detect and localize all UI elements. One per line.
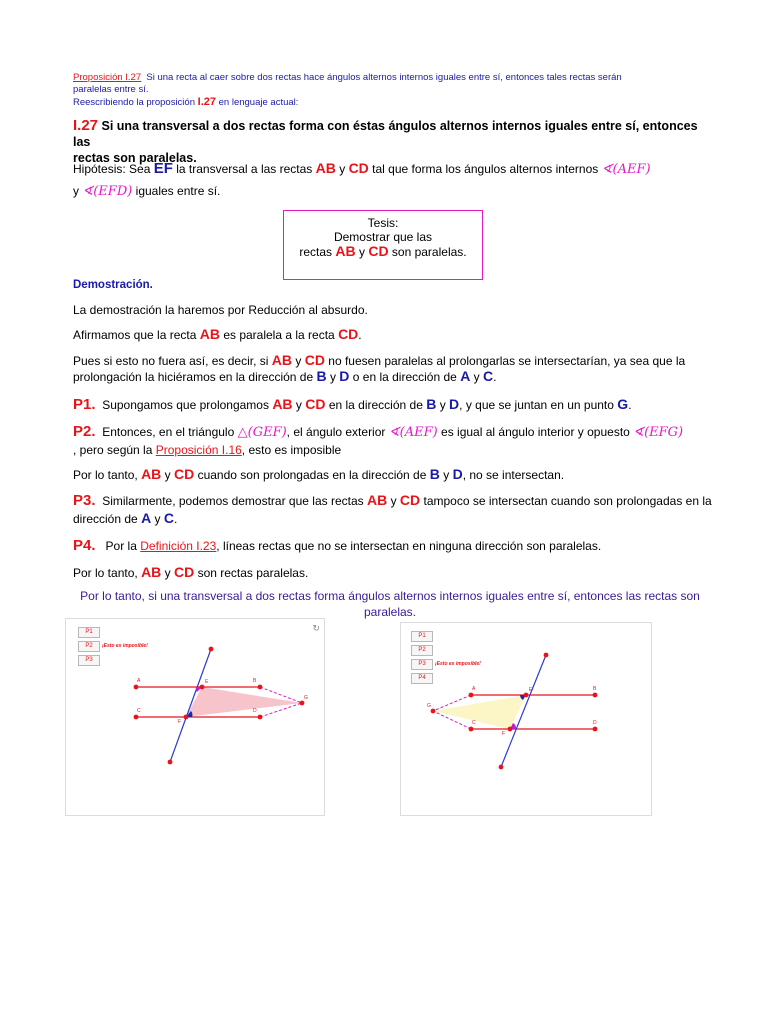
step-label: P3. bbox=[73, 492, 96, 509]
triangle-gef-fill bbox=[186, 687, 302, 717]
segment-ab: AB bbox=[315, 160, 336, 176]
conjunction: y bbox=[154, 512, 161, 526]
segment-cd: CD bbox=[173, 564, 195, 580]
point-top[interactable] bbox=[209, 647, 214, 652]
point-d[interactable] bbox=[593, 727, 598, 732]
step-p2 bbox=[73, 424, 723, 441]
text: dirección de bbox=[73, 512, 138, 526]
proposition-link[interactable]: Proposición I.27 bbox=[73, 72, 142, 83]
tesis-line-1: Demostrar que las bbox=[333, 230, 433, 244]
tesis-text: son paralelas. bbox=[391, 245, 467, 259]
segment-ab: AB bbox=[271, 352, 293, 368]
hypothesis-text: Hipótesis: Sea bbox=[73, 162, 151, 176]
text: es paralela a la recta bbox=[223, 328, 335, 342]
segment-ab: AB bbox=[141, 564, 162, 580]
point-bottom[interactable] bbox=[499, 765, 504, 770]
impossible-message: ¡Esto es imposible! bbox=[102, 643, 148, 649]
segment-ab: AB bbox=[366, 492, 388, 508]
figure-right-drawing bbox=[401, 623, 651, 815]
figure-right[interactable] bbox=[400, 622, 652, 816]
text: son rectas paralelas. bbox=[197, 566, 309, 580]
step-p4 bbox=[73, 538, 723, 554]
conjunction: y bbox=[73, 184, 79, 198]
proposition-text-2: paralelas entre sí. bbox=[73, 84, 149, 95]
p3-button[interactable]: P3 bbox=[411, 659, 433, 670]
statement-number: I.27 bbox=[73, 117, 99, 134]
definition-i23-link[interactable]: Definición I.23 bbox=[140, 539, 217, 553]
final-line-1: Por lo tanto, si una transversal a dos rectas forma ángulos alternos internos iguales entre sí, entonces las rectas son bbox=[80, 589, 700, 603]
segment-ab: AB bbox=[335, 243, 356, 259]
p2-button[interactable]: P2 bbox=[78, 641, 100, 652]
step-p3-cont bbox=[73, 510, 177, 527]
demo-heading: Demostración. bbox=[73, 279, 153, 291]
conjunction: y bbox=[164, 468, 171, 482]
hypothesis-text: la transversal a las rectas bbox=[176, 162, 313, 176]
point-d: D bbox=[339, 368, 350, 384]
segment-cd: CD bbox=[173, 466, 195, 482]
label-a: A bbox=[137, 678, 141, 684]
point-top[interactable] bbox=[544, 653, 549, 658]
conclusion-1 bbox=[73, 466, 723, 483]
segment-ab: AB bbox=[141, 466, 162, 482]
text: cuando son prolongadas en la dirección de bbox=[197, 468, 427, 482]
final-line-2: paralelas. bbox=[363, 605, 417, 619]
angle-aef: ∢(AEF) bbox=[388, 425, 438, 440]
triangle-gef: △(GEF) bbox=[237, 425, 287, 440]
point-bottom[interactable] bbox=[168, 760, 173, 765]
conclusion-2 bbox=[73, 564, 308, 581]
segment-ab: AB bbox=[199, 326, 220, 342]
step-label: P1. bbox=[73, 396, 96, 413]
label-f: F bbox=[502, 731, 506, 737]
p1-button[interactable]: P1 bbox=[411, 631, 433, 642]
hypothesis-text: iguales entre sí. bbox=[135, 184, 221, 198]
segment-ab: AB bbox=[272, 396, 293, 412]
final-conclusion bbox=[70, 588, 710, 620]
text: Supongamos que prolongamos bbox=[102, 398, 269, 412]
text: , pero según la bbox=[73, 443, 153, 457]
statement-line-1: Si una transversal a dos rectas forma con éstas ángulos alternos internos iguales entre sí, entonces las bbox=[73, 119, 698, 149]
p4-button[interactable]: P4 bbox=[411, 673, 433, 684]
text: o en la dirección de bbox=[352, 370, 457, 384]
step-label: P2. bbox=[73, 423, 96, 440]
conjunction: y bbox=[339, 162, 346, 176]
triangle-gef-fill bbox=[433, 695, 526, 729]
rewrite-number: I.27 bbox=[197, 96, 216, 108]
refresh-icon[interactable]: ↻ bbox=[312, 623, 320, 633]
p3-button[interactable]: P3 bbox=[78, 655, 100, 666]
text: . bbox=[628, 398, 632, 412]
conjunction: y bbox=[473, 370, 480, 384]
point-b: B bbox=[429, 466, 440, 482]
tesis-line-2 bbox=[284, 244, 482, 259]
tesis-box bbox=[283, 210, 483, 280]
point-f[interactable] bbox=[508, 727, 513, 732]
point-d[interactable] bbox=[258, 715, 263, 720]
point-c: C bbox=[163, 510, 174, 526]
hypothesis-line-2 bbox=[73, 183, 220, 200]
step-label: P4. bbox=[73, 537, 96, 554]
segment-cd: CD bbox=[305, 396, 326, 412]
intro-proposition bbox=[73, 72, 713, 84]
text: , líneas rectas que no se intersectan en ninguna dirección son paralelas. bbox=[216, 539, 602, 553]
point-a: A bbox=[460, 368, 471, 384]
segment-cd: CD bbox=[348, 160, 369, 176]
point-a: A bbox=[141, 510, 152, 526]
point-a[interactable] bbox=[469, 693, 474, 698]
proposition-i16-link[interactable]: Proposición I.16 bbox=[155, 443, 242, 457]
label-g: G bbox=[427, 703, 431, 709]
p1-button[interactable]: P1 bbox=[78, 627, 100, 638]
point-b: B bbox=[316, 368, 327, 384]
rewrite-line bbox=[73, 96, 298, 109]
segment-cd: CD bbox=[304, 352, 325, 368]
text: , esto es imposible bbox=[241, 443, 342, 457]
point-g[interactable] bbox=[431, 709, 436, 714]
tesis-title: Tesis: bbox=[367, 216, 399, 230]
text: . bbox=[174, 512, 178, 526]
segment-cd: CD bbox=[338, 326, 359, 342]
text: . bbox=[493, 370, 497, 384]
rewrite-text-1: Reescribiendo la proposición bbox=[73, 97, 195, 108]
point-a[interactable] bbox=[134, 685, 139, 690]
conjunction: y bbox=[329, 370, 336, 384]
label-e: E bbox=[205, 679, 209, 685]
rewrite-text-2: en lenguaje actual: bbox=[218, 97, 299, 108]
angle-efg: ∢(EFG) bbox=[633, 425, 684, 440]
text: Por lo tanto, bbox=[73, 566, 138, 580]
text: no fuesen paralelas al prolongarlas se intersectarían, ya sea que la bbox=[328, 354, 686, 368]
text: Entonces, en el triángulo bbox=[102, 425, 235, 439]
text: en la dirección de bbox=[328, 398, 423, 412]
point-g: G bbox=[617, 396, 629, 412]
point-c: C bbox=[483, 368, 494, 384]
label-d: D bbox=[593, 720, 597, 726]
segment-cd: CD bbox=[368, 243, 389, 259]
segment-ef: EF bbox=[153, 160, 173, 177]
point-e[interactable] bbox=[200, 685, 205, 690]
text: Pues si esto no fuera así, es decir, si bbox=[73, 354, 269, 368]
text: Similarmente, podemos demostrar que las rectas bbox=[102, 494, 364, 508]
tesis-text: rectas bbox=[299, 245, 333, 259]
label-e: E bbox=[529, 687, 533, 693]
point-f[interactable] bbox=[184, 715, 189, 720]
step-p1 bbox=[73, 396, 723, 413]
point-b[interactable] bbox=[258, 685, 263, 690]
text: es igual al ángulo interior y opuesto bbox=[441, 425, 630, 439]
text: tampoco se intersectan cuando son prolongadas en la bbox=[423, 494, 712, 508]
proposition-text-1: Si una recta al caer sobre dos rectas hace ángulos alternos internos iguales entre sí, entonces tales rectas serán bbox=[146, 72, 622, 83]
p2-button[interactable]: P2 bbox=[411, 645, 433, 656]
conjunction: y bbox=[164, 566, 171, 580]
conjunction: y bbox=[390, 494, 397, 508]
point-g[interactable] bbox=[300, 701, 305, 706]
text: , y que se juntan en un punto bbox=[459, 398, 614, 412]
label-f: F bbox=[178, 719, 182, 725]
text: Por la bbox=[105, 539, 137, 553]
point-b[interactable] bbox=[593, 693, 598, 698]
figure-left-drawing bbox=[66, 619, 324, 815]
conjunction: y bbox=[358, 245, 365, 259]
point-d: D bbox=[452, 466, 463, 482]
step-p3 bbox=[73, 492, 723, 509]
figure-left[interactable] bbox=[65, 618, 325, 816]
point-e[interactable] bbox=[524, 693, 529, 698]
point-b: B bbox=[426, 396, 437, 412]
demo-pues-1 bbox=[73, 352, 723, 369]
label-g: G bbox=[304, 695, 308, 701]
label-d: D bbox=[253, 708, 257, 714]
point-c[interactable] bbox=[469, 727, 474, 732]
conjunction: y bbox=[439, 398, 446, 412]
angle-efd: ∢(EFD) bbox=[82, 184, 133, 199]
statement bbox=[73, 118, 713, 166]
text: , no se intersectan. bbox=[462, 468, 565, 482]
label-c: C bbox=[137, 708, 141, 714]
text: Por lo tanto, bbox=[73, 468, 138, 482]
demo-absurd: La demostración la haremos por Reducción al absurdo. bbox=[73, 303, 368, 317]
angle-aef: ∢(AEF) bbox=[601, 162, 651, 177]
label-c: C bbox=[472, 720, 476, 726]
label-a: A bbox=[472, 686, 476, 692]
segment-cd: CD bbox=[399, 492, 421, 508]
label-b: B bbox=[593, 686, 597, 692]
point-d: D bbox=[449, 396, 460, 412]
label-b: B bbox=[253, 678, 257, 684]
conjunction: y bbox=[295, 354, 302, 368]
demo-pues-2 bbox=[73, 368, 723, 385]
text: . bbox=[358, 328, 362, 342]
hypothesis-text: tal que forma los ángulos alternos internos bbox=[372, 162, 599, 176]
step-p2-cont bbox=[73, 442, 341, 458]
text: , el ángulo exterior bbox=[286, 425, 386, 439]
text: Afirmamos que la recta bbox=[73, 328, 197, 342]
text: prolongación la hiciéramos en la dirección de bbox=[73, 370, 314, 384]
demo-affirm bbox=[73, 326, 362, 343]
conjunction: y bbox=[443, 468, 450, 482]
statement-line-2: rectas son paralelas. bbox=[73, 151, 197, 165]
conjunction: y bbox=[295, 398, 302, 412]
impossible-message: ¡Esto es imposible! bbox=[435, 661, 481, 667]
point-c[interactable] bbox=[134, 715, 139, 720]
hypothesis-line-1 bbox=[73, 160, 723, 178]
